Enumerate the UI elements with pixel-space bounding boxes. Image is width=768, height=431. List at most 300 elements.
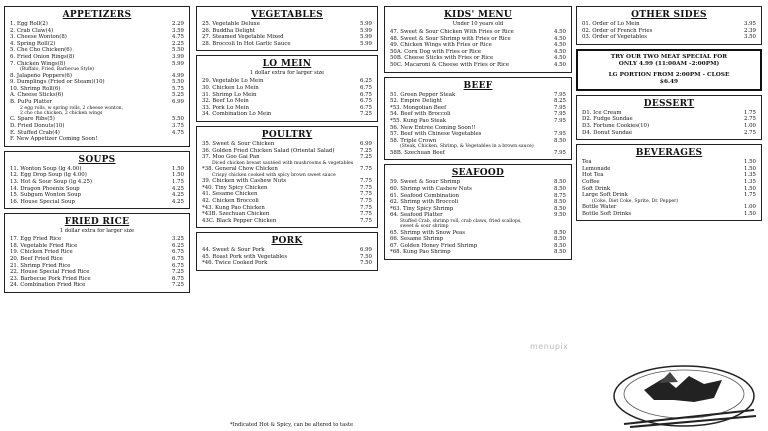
menu-item	[202, 21, 372, 28]
menu-item-name: 27. Steamed Vegetable Mixed	[202, 34, 284, 41]
menu-item-name: sweet & sour shrimp	[400, 224, 449, 230]
menu-item-name: Tea	[582, 159, 592, 166]
special-line-2: ONLY 4.99 (11:00AM -2:00PM)	[618, 60, 720, 67]
menu-item-price: 1.50	[743, 185, 756, 192]
menu-item-price: 7.50	[359, 253, 372, 260]
other-sides-title: OTHER SIDES	[631, 10, 707, 20]
menu-item-price: 7.25	[359, 154, 372, 161]
menu-item-price: 8.50	[553, 242, 566, 249]
menu-item-price: 5.99	[359, 40, 372, 47]
menu-item-name: *43. Kung Pao Chicken	[202, 204, 265, 211]
menu-item-name: 36. Golden Fried Chicken Salad (Oriental Salad)	[202, 147, 335, 154]
menu-item-name: 25. Vegetable Deluxe	[202, 21, 260, 27]
menu-item-name: 49. Chicken Wings with Fries or Rice	[390, 42, 492, 49]
menu-item	[10, 21, 184, 28]
column-1	[4, 6, 190, 297]
menu-item	[10, 179, 184, 186]
menu-item-name: (Buffalo, Fried, Barbecue Style)	[20, 67, 94, 73]
vegetables-section	[196, 6, 378, 51]
menu-item-price: 4.50	[553, 42, 566, 49]
menu-item-price: 8.50	[553, 199, 566, 206]
menu-item-price: 4.25	[171, 198, 184, 205]
menu-item-name: D2. Fudge Sundae	[582, 116, 633, 123]
menu-item-price: 8.50	[553, 179, 566, 186]
menu-item	[202, 41, 372, 48]
menu-item-name: 24. Combination Fried Rice	[10, 282, 86, 289]
menu-item-price: 7.25	[171, 282, 184, 289]
menu-item-price: 1.35	[743, 178, 756, 185]
menu-item-price: 6.75	[171, 262, 184, 269]
menu-item-name: *63. Tiny Spicy Shrimp	[390, 205, 454, 212]
menu-item-price: 7.75	[359, 204, 372, 211]
menu-item	[202, 191, 372, 198]
menu-item-name: 6. Fried Onion Rings(8)	[10, 53, 75, 60]
menu-item	[10, 243, 184, 250]
menu-item	[390, 131, 566, 138]
special-line-3: LG PORTION FROM 2:00PM - CLOSE	[608, 71, 730, 78]
menu-item	[582, 166, 756, 173]
dessert-section	[576, 95, 762, 140]
menu-item-name: Lemonade	[582, 165, 611, 172]
menu-item-price: 2.75	[743, 129, 756, 136]
menu-item-name: *55. Kung Pao Steak	[390, 117, 447, 124]
menu-item-name: 59. Sweet & Sour Shrimp	[390, 179, 461, 186]
menu-item	[202, 247, 372, 254]
menu-item-price: 8.75	[553, 192, 566, 199]
menu-item	[390, 125, 566, 132]
menu-item-name: 62. Shrimp with Broccoli	[390, 199, 459, 206]
menu-item-name: 50C. Macaroni & Cheese with Fries or Rice	[390, 61, 510, 68]
menu-item	[202, 205, 372, 212]
menu-item-name: 66. Sesame Shrimp	[390, 236, 444, 243]
menu-item-name: 17. Egg Fried Rice	[10, 236, 62, 243]
menu-item-name: 34. Combination Lo Mein	[202, 111, 272, 118]
menu-item	[390, 49, 566, 56]
menu-item-name: 3. Cheese Wonton(8)	[10, 34, 67, 41]
menu-item-price: 5.50	[171, 79, 184, 86]
menu-item	[10, 269, 184, 276]
menu-item	[10, 166, 184, 173]
menu-item-name: 44. Sweet & Sour Pork	[202, 247, 265, 254]
menu-item-price: 4.50	[553, 35, 566, 42]
menu-item	[10, 79, 184, 86]
menu-item-name: 56. New Entrée Coming Soon!!	[390, 124, 476, 131]
menu-item-name: Crispy chicken cooked with spicy brown sweet sauce	[212, 172, 336, 178]
menu-item-name: *43B. Szechuan Chicken	[202, 211, 270, 218]
menu-item-price: 1.75	[171, 178, 184, 185]
menu-item-price: 5.99	[359, 21, 372, 27]
menu-item-name: 39. Chicken with Cashew Nuts	[202, 178, 287, 185]
menu-item	[390, 186, 566, 193]
menu-item-price: 2.29	[171, 21, 184, 27]
menu-item-price: 4.50	[553, 61, 566, 68]
menu-item	[10, 73, 184, 80]
menu-item-name: 50A. Corn Dog with Fries or Rice	[390, 48, 481, 55]
menu-item-name: 1. Egg Roll(2)	[10, 21, 48, 27]
menu-item-price: 7.95	[553, 117, 566, 124]
menu-item-price: 1.00	[743, 122, 756, 129]
menu-item-price: 7.95	[553, 104, 566, 111]
menu-item-price: 1.50	[743, 165, 756, 172]
menu-item	[10, 199, 184, 206]
menu-item	[202, 28, 372, 35]
menu-item-price: 7.75	[359, 178, 372, 185]
menu-item-name: 60. Shrimp with Cashew Nuts	[390, 185, 472, 192]
menu-item	[10, 186, 184, 193]
menu-item	[390, 118, 566, 125]
menu-item	[10, 41, 184, 48]
menu-item-price: 1.50	[743, 210, 756, 217]
menu-item-name: 30. Chicken Lo Mein	[202, 84, 259, 91]
menu-item-price: 6.75	[359, 98, 372, 105]
menu-item-price: 6.75	[359, 84, 372, 91]
menu-item-price: 7.75	[359, 166, 372, 173]
menu-item-price: 1.75	[743, 192, 756, 199]
appetizers-section	[4, 6, 190, 147]
menu-item	[10, 54, 184, 61]
kids-menu-section	[384, 6, 572, 73]
menu-item	[10, 263, 184, 270]
menu-item	[390, 199, 566, 206]
menu-item-name: 37. Moo Goo Gai Pan	[202, 154, 260, 161]
menu-item-price: 1.50	[171, 165, 184, 172]
menu-item	[10, 136, 184, 143]
menu-item-name: *68. Kung Pao Shrimp	[390, 249, 451, 256]
menu-item-name: 58. Triple Crown	[390, 137, 437, 144]
dessert-title: DESSERT	[643, 98, 695, 109]
menu-item	[390, 249, 566, 256]
menu-item-name: 16. House Special Soup	[10, 198, 75, 205]
menu-item-price: 8.50	[553, 229, 566, 236]
menu-item	[10, 282, 184, 289]
menu-item	[582, 192, 756, 199]
menu-item	[10, 276, 184, 283]
menu-item-price: 8.50	[553, 205, 566, 212]
menu-item	[582, 110, 756, 117]
menu-item-name: *38. General Chow Chicken	[202, 166, 278, 173]
menu-item-name: 43C. Black Pepper Chicken	[202, 217, 277, 224]
menu-item-price: 8.50	[553, 137, 566, 144]
menu-item-name: 5. Che Cho Chicken(6)	[10, 47, 72, 54]
menu-item-name: 03. Order of Vegetables	[582, 34, 647, 41]
menu-item-price: 5.50	[171, 47, 184, 54]
menu-item	[582, 179, 756, 186]
menu-item-name: 64. Seafood Platter	[390, 212, 443, 219]
special-line-4: $6.49	[659, 78, 679, 85]
menu-item	[202, 254, 372, 261]
menu-item	[582, 123, 756, 130]
beef-section	[384, 77, 572, 161]
menu-item-price: 7.95	[553, 111, 566, 118]
lo-mein-title: LO MEIN	[262, 59, 312, 70]
menu-item	[582, 28, 756, 35]
menu-item-price: 5.75	[171, 85, 184, 92]
menu-item-name: 2 cho cho chicken, 2 chicken wings	[20, 110, 103, 116]
menu-item-name: A. Cheese Sticks(6)	[10, 92, 64, 99]
column-4	[576, 6, 762, 225]
beverages-section	[576, 144, 762, 221]
menu-item-price: 4.50	[553, 55, 566, 62]
beverages-title: BEVERAGES	[635, 148, 703, 159]
menu-item-name: 19. Chicken Fried Rice	[10, 249, 73, 256]
menu-item	[202, 92, 372, 99]
menu-item-name: 13. Hot & Sour Soup (lg 4.25)	[10, 178, 92, 185]
plate-chopsticks-illustration	[604, 338, 764, 428]
menu-item-price: 5.25	[171, 92, 184, 99]
menu-item-name: 14. Dragon Phoenix Soup	[10, 185, 80, 192]
menu-item-name: 41. Sesame Chicken	[202, 191, 258, 198]
menu-item-price: 4.25	[171, 185, 184, 192]
menu-item	[10, 116, 184, 123]
menu-item	[582, 116, 756, 123]
menu-item-price: 7.25	[171, 269, 184, 276]
fried-rice-subtitle: 1 dollar extra for larger size	[59, 228, 135, 235]
appetizers-title: APPETIZERS	[62, 10, 132, 20]
menu-item-price: 5.99	[359, 34, 372, 41]
menu-item-name: 48. Sweet & Sour Shrimp with Fries or Rice	[390, 35, 511, 42]
menu-item-name: 31. Shrimp Lo Mein	[202, 91, 257, 98]
menu-item	[202, 78, 372, 85]
menu-item	[390, 55, 566, 62]
menu-item-price: 7.75	[359, 191, 372, 198]
menu-item	[202, 111, 372, 118]
menu-item	[582, 204, 756, 211]
menu-item-price: 4.25	[171, 192, 184, 199]
menu-item-name: (Coke, Diet Coke, Sprite, Dr. Pepper)	[592, 198, 679, 204]
menu-item	[202, 34, 372, 41]
menu-item-name: 23. Barbecue Pork Fried Rice	[10, 275, 91, 282]
menu-item	[390, 98, 566, 105]
menu-item-name: Large Soft Drink	[582, 192, 628, 199]
pork-section	[196, 232, 378, 271]
menu-item	[390, 206, 566, 213]
menu-item-name: *40. Tiny Spicy Chicken	[202, 184, 268, 191]
menupix-watermark: menupix	[530, 342, 569, 351]
menu-item-name: D. Fried Donuts(10)	[10, 122, 65, 129]
menu-item-price: 1.75	[743, 109, 756, 116]
special-line-1: TRY OUR TWO MEAT SPECIAL FOR	[610, 53, 728, 60]
menu-item-price: 7.75	[359, 184, 372, 191]
kids-menu-title: KIDS' MENU	[443, 10, 513, 20]
menu-item-name: D1. Ice Cream	[582, 109, 622, 116]
menu-item-name: 52. Empire Delight	[390, 98, 443, 105]
menu-item	[390, 111, 566, 118]
menu-item	[390, 92, 566, 99]
menu-item-price: 6.75	[171, 256, 184, 263]
seafood-section	[384, 164, 572, 260]
menu-item-name: 10. Shrimp Roll(6)	[10, 85, 61, 92]
menu-item-price: 2.39	[743, 27, 756, 34]
menu-item-price: 6.99	[359, 140, 372, 147]
menu-item	[10, 47, 184, 54]
menu-item-price: 4.99	[171, 72, 184, 79]
menu-item-price: 4.75	[171, 129, 184, 136]
menu-item-name: Bottle Water	[582, 204, 617, 211]
menu-item-name: E. Stuffed Crab(4)	[10, 129, 60, 136]
menu-item	[582, 159, 756, 166]
menu-item-name: 4. Spring Roll(2)	[10, 40, 56, 47]
menu-item	[202, 178, 372, 185]
beef-title: BEEF	[463, 80, 493, 91]
menu-item-name: B. PuPu Platter	[10, 98, 52, 105]
menu-item-price: 7.95	[553, 149, 566, 156]
menu-item-name: (Steak, Chicken, Shrimp, & Vegetables in a brown sauce)	[400, 144, 534, 150]
menu-item-price: 3.50	[743, 34, 756, 41]
menu-item-name: 02. Order of French Fries	[582, 27, 653, 34]
menu-item-name: D3. Fortune Cookies(10)	[582, 122, 650, 129]
menu-item	[390, 212, 566, 219]
menu-item	[202, 185, 372, 192]
menu-item	[202, 154, 372, 161]
menu-item-name: 33. Pork Lo Mein	[202, 104, 249, 111]
menu-item-price: 6.99	[171, 98, 184, 105]
menu-item-name: 42. Chicken Broccoli	[202, 197, 259, 204]
menu-item-name: 22. House Special Fried Rice	[10, 269, 90, 276]
menu-item	[10, 28, 184, 35]
menu-item-name: 12. Egg Drop Soup (lg 4.00)	[10, 172, 87, 179]
menu-item	[10, 172, 184, 179]
menu-item-price: 8.50	[553, 249, 566, 256]
menu-item-price: 7.95	[553, 91, 566, 98]
menu-item-price: 6.75	[171, 249, 184, 256]
menu-item	[10, 99, 184, 106]
menu-item-name: C. Spare Ribs(5)	[10, 116, 55, 123]
menu-item-name: 2 egg rolls, w spring rolls, 2 cheese wonton,	[20, 105, 124, 111]
menu-item	[10, 34, 184, 41]
menu-item-price: 6.75	[359, 91, 372, 98]
menu-item-name: 8. Jalapeño Poppers(6)	[10, 72, 72, 79]
menu-item	[202, 85, 372, 92]
menu-item-name: Stuffed Crab, shrimp roll, crab claws, fried scallops,	[400, 218, 522, 224]
menu-item	[390, 36, 566, 43]
menu-item-name: 7. Chicken Wings(8)	[10, 60, 66, 67]
fried-rice-title: FRIED RICE	[64, 217, 130, 228]
soups-section	[4, 151, 190, 210]
menu-item-price: 5.50	[171, 116, 184, 123]
menu-item-name: 58B. Szechuan Beef	[390, 149, 445, 156]
menu-item-price	[546, 125, 566, 132]
fried-rice-section	[4, 213, 190, 293]
menu-item-price: 1.50	[171, 172, 184, 179]
menu-item-name: *53. Mongolian Beef	[390, 104, 447, 111]
menu-item	[582, 130, 756, 137]
menu-item-price: 3.59	[171, 27, 184, 34]
menu-item	[10, 130, 184, 137]
menu-item-price: 3.95	[743, 21, 756, 27]
menu-item-name: 45. Roast Pork with Vegetables	[202, 253, 288, 260]
menu-item-price: 2.75	[743, 116, 756, 123]
menu-item	[202, 105, 372, 112]
menu-item-price: 7.75	[359, 217, 372, 224]
menu-item	[390, 62, 566, 69]
menu-item	[10, 92, 184, 99]
menu-item	[390, 42, 566, 49]
menu-item-price: 6.75	[171, 275, 184, 282]
menu-item-name: 65. Shrimp with Snow Peas	[390, 229, 466, 236]
menu-item-price: 4.50	[553, 29, 566, 35]
menu-item-price: 7.25	[359, 111, 372, 118]
menu-item-price: 3.25	[171, 236, 184, 243]
menu-item-price: 7.50	[359, 260, 372, 267]
menu-item-name: 2. Crab Claw(4)	[10, 27, 54, 34]
menu-item-price: 1.35	[743, 172, 756, 179]
menu-item-name: 21. Shrimp Fried Rice	[10, 262, 71, 269]
menu-item-name: 50B. Cheese Sticks with Fries or Rice	[390, 55, 494, 62]
menu-item	[390, 29, 566, 36]
menu-item-name: 15. Subgum Wonton Soup	[10, 192, 81, 199]
menu-item-name: 54. Beef with Broccoli	[390, 111, 451, 118]
menu-item	[10, 192, 184, 199]
menu-item-name: 9. Dumplings (Fried or Steam)(10)	[10, 79, 105, 86]
menu-item-name: Hot Tea	[582, 172, 604, 179]
menu-item-price: 7.75	[359, 211, 372, 218]
lo-mein-section	[196, 55, 378, 122]
menu-item	[10, 86, 184, 93]
menu-item-name: Bottle Soft Drinks	[582, 210, 632, 217]
menu-item	[390, 179, 566, 186]
menu-item-name: 67. Golden Honey Fried Shrimp	[390, 242, 478, 249]
menu-item-price: 4.75	[171, 34, 184, 41]
menu-item	[10, 249, 184, 256]
menu-item-name: 51. Green Pepper Steak	[390, 91, 456, 98]
menu-item-name: 57. Beef with Chinese Vegetables	[390, 131, 482, 138]
menu-item	[390, 236, 566, 243]
menu-item-price: 6.25	[171, 242, 184, 249]
menu-item-name: F. New Appetizer Coming Soon!	[10, 136, 98, 143]
menu-item-price: 9.50	[553, 212, 566, 219]
menu-item-name: 47. Sweet & Sour Chicken With Fries or Rice	[390, 29, 514, 35]
menu-item-price: 6.25	[359, 78, 372, 85]
menu-item-name: 32. Beef Lo Mein	[202, 98, 249, 105]
menu-item-price: 8.50	[553, 236, 566, 243]
menu-item-price: 7.95	[553, 131, 566, 138]
menu-item-name: Soft Drink	[582, 185, 611, 192]
menu-item-name: *46. Twice Cooked Pork	[202, 260, 268, 267]
menu-item-name: Coffee	[582, 178, 600, 185]
menu-item-price: 8.25	[553, 98, 566, 105]
menu-item-name: 18. Vegetable Fried Rice	[10, 242, 78, 249]
menu-item-name: 61. Seafood Combination	[390, 192, 459, 199]
soups-title: SOUPS	[78, 154, 116, 165]
menu-item-name: 29. Vegetable Lo Mein	[202, 78, 264, 85]
poultry-title: POULTRY	[261, 129, 313, 140]
menu-item-price: 3.99	[171, 53, 184, 60]
menu-item-price: 5.99	[171, 60, 184, 67]
spicy-footnote: *Indicated Hot & Spicy, can be altered to taste	[230, 422, 354, 428]
menu-item	[390, 230, 566, 237]
menu-item-price	[164, 136, 184, 143]
menu-item	[202, 166, 372, 173]
column-3	[384, 6, 572, 264]
lo-mein-subtitle: 1 dollar extra for larger size	[249, 70, 325, 77]
menu-item	[390, 193, 566, 200]
other-sides-section	[576, 6, 762, 45]
menu-item	[582, 172, 756, 179]
menu-item	[202, 211, 372, 218]
menu-item	[582, 34, 756, 41]
menu-item-price: 6.99	[359, 247, 372, 254]
menu-item-name: 28. Broccoli In Hot Garlic Sauce	[202, 40, 291, 47]
vegetables-title: VEGETABLES	[251, 10, 323, 20]
menu-item	[390, 150, 566, 157]
menu-item-name: D4. Donut Sundae	[582, 129, 633, 136]
column-2	[196, 6, 378, 275]
menu-item-price: 7.75	[359, 197, 372, 204]
menu-item-name: Diced chicken breast sautéed with mushrooms & vegetables	[212, 160, 354, 166]
menu-item	[390, 243, 566, 250]
pork-title: PORK	[271, 236, 303, 247]
menu-item	[10, 123, 184, 130]
